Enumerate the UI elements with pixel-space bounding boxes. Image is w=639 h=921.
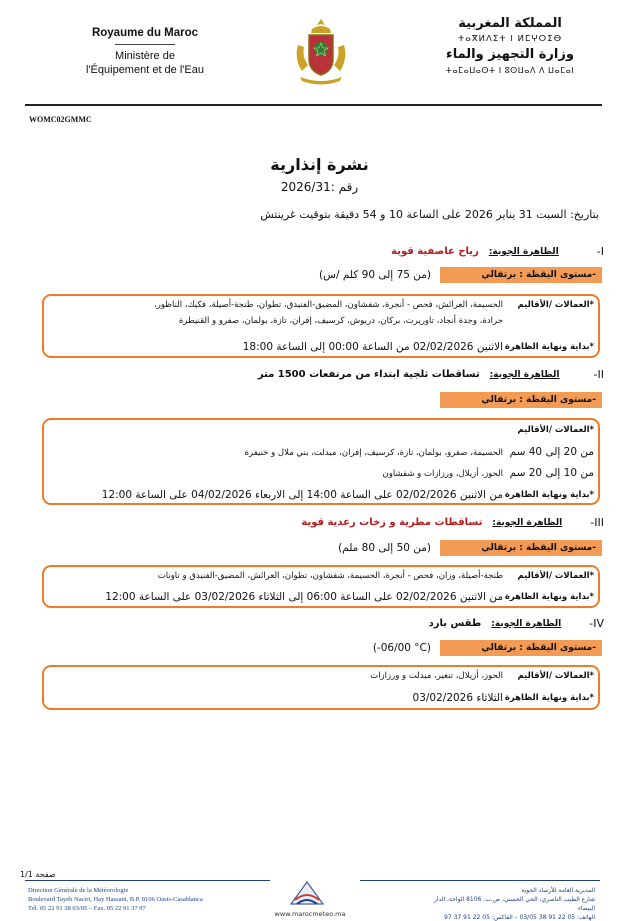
time-label: *بداية ونهاية الظاهرة [504, 490, 594, 500]
section-3-heading [44, 516, 604, 529]
footer-fr-line3: Tél. 05 22 91 38 03/05 – Fax. 05 22 91 37 97 [28, 905, 146, 912]
website-link[interactable]: www.marocmeteo.ma [274, 910, 346, 918]
section-2-time: من الاثنين 02/02/2026 على الساعة 14:00 إلى الاربعاء 04/02/2026 على الساعة 12:00 [101, 489, 503, 501]
section-4-time: الثلاثاء 03/02/2026 [412, 692, 503, 704]
section-1-number: I- [596, 245, 604, 258]
regions-label: *العمالات /الأقاليم [517, 300, 594, 310]
section-2-phenomenon: تساقطات ثلجية ابتداء من مرتفعات 1500 متر [257, 369, 480, 380]
section-3-number: III- [590, 516, 604, 529]
section-3-level-value: (من 50 إلى 80 ملم) [338, 542, 431, 554]
section-1-phenomenon: رياح عاصفية قوية [391, 246, 479, 257]
ministry-label-2: l'Équipement et de l'Eau [86, 64, 204, 76]
section-1-time: الاثنين 02/02/2026 من الساعة 00:00 إلى الساعة 18:00 [242, 341, 503, 353]
footer-address-fr [28, 886, 203, 913]
section-2-number: II- [593, 368, 604, 381]
footer-rule-left [25, 880, 270, 881]
regions-label: *العمالات /الأقاليم [517, 671, 594, 681]
section-1-regions-line1: الحسيمة، العرائش، فحص - أنجرة، شفشاون، المضيق-الفنيدق، تطوان، طنجة-أصيلة، فكيك، الناظور، [154, 300, 503, 310]
section-1-level-value: (من 75 إلى 90 كلم /س) [319, 269, 431, 281]
footer-ar-line2: شارع الطيب الناصري، الحي الحسني، ص.ب. 8106 الواحة، الدار البيضاء [433, 896, 595, 912]
footer-rule-right [360, 880, 600, 881]
footer-fr-line2: Boulevard Tayeb Naciri, Hay Hassani, B.P. 8106 Oasis-Casablanca [28, 896, 203, 903]
section-4-heading [44, 617, 604, 630]
regions-label: *العمالات /الأقاليم [517, 571, 594, 581]
phenomenon-label: الظاهرة الجوية: [491, 618, 562, 629]
ministry-label-1: Ministère de [115, 50, 175, 62]
kingdom-label-tifinagh: ⵜⴰⴳⵍⴷⵉⵜ ⵏ ⵍⵎⵖⵔⵉⴱ [457, 34, 563, 44]
phenomenon-label: الظاهرة الجوية: [489, 369, 560, 380]
section-4-phenomenon: طقس بارد [428, 618, 482, 629]
kingdom-label: Royaume du Maroc [91, 27, 199, 39]
bulletin-title: نشرة إنذارية [270, 155, 369, 174]
section-3-phenomenon: تساقطات مطرية و زخات رعدية قوية [301, 517, 483, 528]
section-2-places-2: الحوز، أزيلال، ورزازات و شفشاون [382, 469, 503, 479]
section-3-level: -مستوى اليقظة : برتقالي [440, 540, 602, 556]
meteo-logo-icon [287, 880, 327, 908]
header-arabic [440, 16, 580, 75]
bulletin-date: بتاريخ: السبت 31 يناير 2026 على الساعة 10 و 54 دقيقة بتوقيت غرينتش [260, 208, 599, 221]
phenomenon-label: الظاهرة الجوية: [492, 517, 563, 528]
section-4-box [42, 665, 600, 710]
section-2-range-1: من 20 إلى 40 سم [509, 446, 594, 458]
regions-label: *العمالات /الأقاليم [517, 425, 594, 435]
kingdom-label-ar: المملكة المغربية [458, 16, 562, 31]
time-label: *بداية ونهاية الظاهرة [504, 693, 594, 703]
section-1-level: -مستوى اليقظة : برتقالي [440, 267, 602, 283]
bulletin-number: رقم :2026/31 [280, 180, 359, 194]
section-2-level: -مستوى اليقظة : برتقالي [440, 392, 602, 408]
header-rule [25, 104, 602, 106]
section-1-regions-line2: جرادة، وجدة أنجاد، تاوريرت، بركان، دريوش، كرسيف، إفران، تازة، بولمان، صفرو و القنيطرة [178, 316, 503, 326]
time-label: *بداية ونهاية الظاهرة [504, 342, 594, 352]
section-2-places-1: الحسيمة، صفرو، بولمان، تازة، كرسيف، إفران، ميدلت، بني ملال و خنيفرة [244, 448, 503, 458]
header-french [60, 27, 230, 77]
ministry-label-ar: وزارة التجهيز والماء [446, 47, 574, 62]
footer-ar-line3: الهاتف: 05 22 91 38 03/05 – الفاكس: 05 22 91 37 97 [444, 914, 595, 921]
time-label: *بداية ونهاية الظاهرة [504, 592, 594, 602]
header-divider [115, 44, 175, 45]
page-number: صفحة 1/1 [20, 870, 56, 879]
ministry-label-tifinagh: ⵜⴰⵎⴰⵡⴰⵙⵜ ⵏ ⵓⵙⵡⴰⴷ ⴷ ⵡⴰⵎⴰⵏ [445, 66, 575, 75]
section-3-time: من الاثنين 02/02/2026 على الساعة 06:00 إلى الثلاثاء 03/02/2026 على الساعة 12:00 [105, 591, 503, 603]
footer-address-ar [420, 886, 595, 921]
section-4-level: -مستوى اليقظة : برتقالي [440, 640, 602, 656]
footer-ar-line1: المديرية العامة للأرصاد الجوية [521, 887, 595, 894]
footer-fr-line1: Direction Générale de la Météorologie [28, 887, 129, 894]
section-4-regions: الحوز، أزيلال، تنغير، ميدلت و ورزازات [370, 671, 503, 681]
phenomenon-label: الظاهرة الجوية: [488, 246, 559, 257]
section-2-range-2: من 10 إلى 20 سم [509, 467, 594, 479]
section-3-regions: طنجة-أصيلة، وزان، فحص - أنجرة، الحسيمة، شفشاون، تطوان، العرائش، المضيق-الفنيدق و تاونات [157, 571, 503, 581]
section-4-level-value: (-06/00 °C) [372, 642, 431, 654]
coat-of-arms-emblem [290, 15, 352, 87]
document-id: WOMC02GMMC [29, 115, 92, 124]
section-2-heading [44, 368, 604, 381]
section-4-number: IV- [589, 617, 604, 630]
section-1-heading [44, 245, 604, 258]
